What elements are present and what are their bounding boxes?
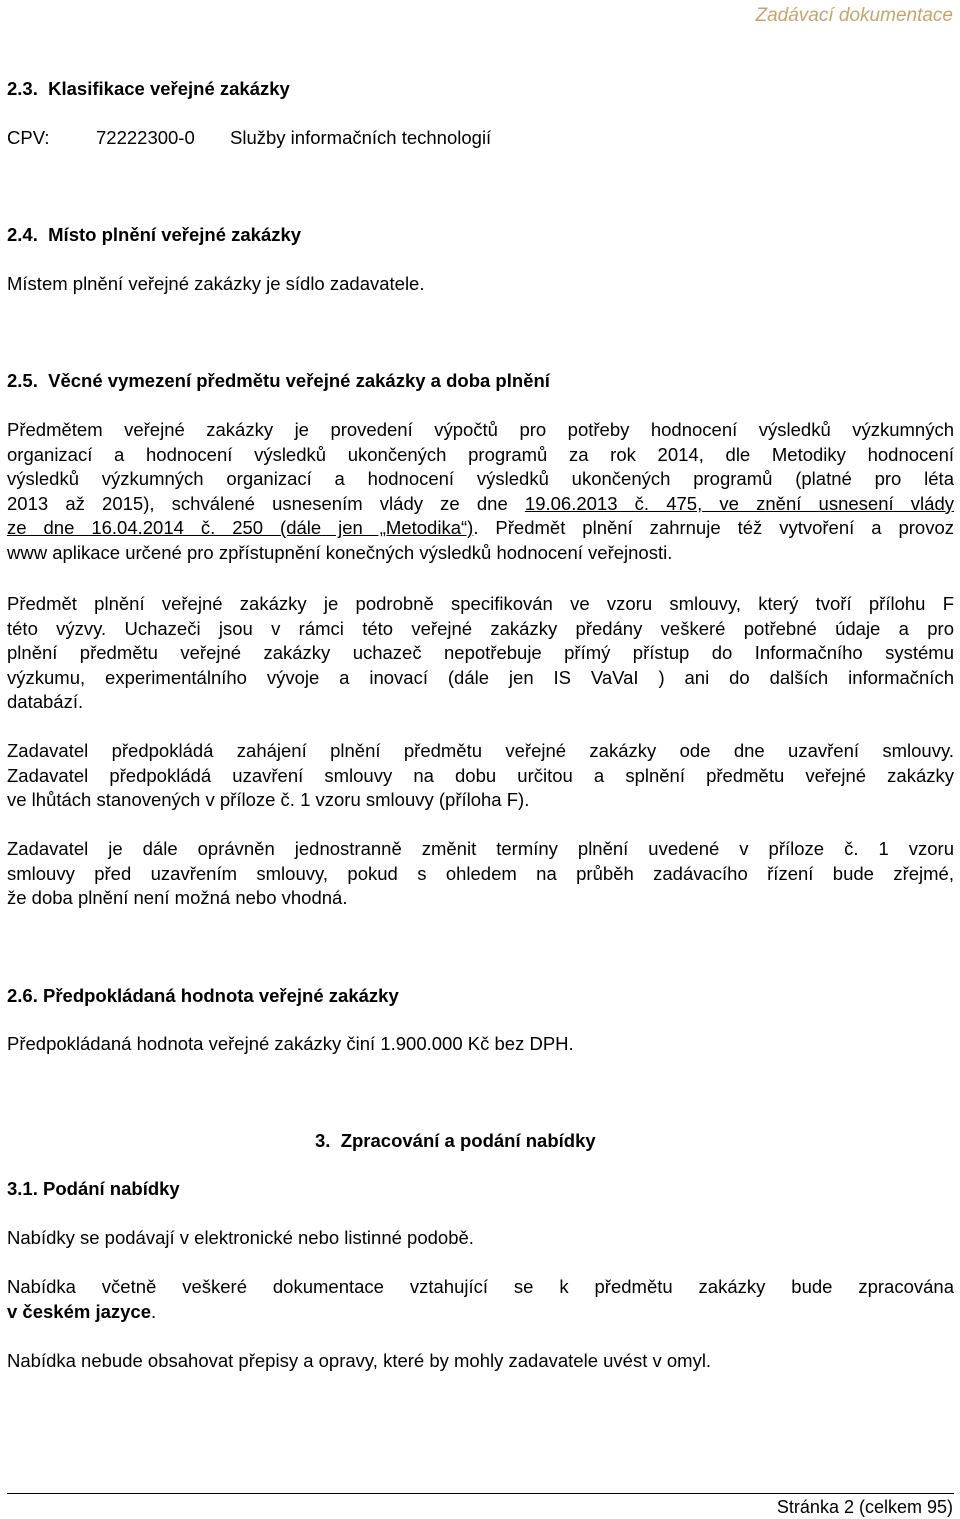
- paragraph-line: databází.: [7, 691, 84, 713]
- cpv-description: Služby informačních technologií: [230, 127, 492, 148]
- section-2-5-paragraph-2: [7, 592, 954, 715]
- paragraph-line: [7, 516, 954, 541]
- paragraph-line: Zadavatel předpokládá zahájení plnění předmětu veřejné zakázky ode dne uzavření smlouvy.: [7, 740, 954, 761]
- paragraph-line: organizací a hodnocení výsledků ukončených programů za rok 2014, dle Metodiky hodnocení: [7, 443, 954, 465]
- section-2-3-heading: 2.3. Klasifikace veřejné zakázky: [7, 78, 290, 99]
- cpv-label: CPV:: [7, 127, 50, 148]
- paragraph-line: Zadavatel je dále oprávněn jednostranně změnit termíny plnění uvedené v příloze č. 1 vzoru: [7, 838, 954, 859]
- paragraph-line: ve lhůtách stanovených v příloze č. 1 vzoru smlouvy (příloha F).: [7, 789, 530, 811]
- paragraph-line: výzkumu, experimentálního vývoje a inovací (dále jen IS VaVaI ) ani do dalších informačních: [7, 666, 954, 688]
- paragraph-line: výsledků výzkumných organizací a hodnocení výsledků ukončených programů (platné pro léta: [7, 468, 954, 490]
- paragraph-line: smlouvy před uzavřením smlouvy, pokud s ohledem na průběh zadávacího řízení bude zřejmé,: [7, 862, 954, 884]
- section-3-1-paragraph-1: Nabídky se podávají v elektronické nebo listinné podobě.: [7, 1227, 474, 1248]
- paragraph-line: této výzvy. Uchazeči jsou v rámci této veřejné zakázky předány veškeré potřebné údaje a pro: [7, 617, 954, 639]
- section-2-5-paragraph-3: [7, 739, 954, 813]
- section-2-4-heading: 2.4. Místo plnění veřejné zakázky: [7, 224, 302, 245]
- section-2-5-heading: 2.5. Věcné vymezení předmětu veřejné zakázky a doba plnění: [7, 370, 550, 391]
- paragraph-line: Nabídka včetně veškeré dokumentace vztahující se k předmětu zakázky bude zpracována: [7, 1276, 954, 1297]
- paragraph-line: [7, 1300, 954, 1325]
- section-3-1-heading: 3.1. Podání nabídky: [7, 1178, 180, 1199]
- paragraph-line: Předmět plnění veřejné zakázky je podrobně specifikován ve vzoru smlouvy, který tvoří přílohu F: [7, 593, 954, 614]
- section-3-heading: 3. Zpracování a podání nabídky: [315, 1130, 596, 1151]
- paragraph-line: www aplikace určené pro zpřístupnění konečných výsledků hodnocení veřejnosti.: [7, 541, 673, 563]
- section-3-1-paragraph-2: [7, 1275, 954, 1324]
- page-number: Stránka 2 (celkem 95): [776, 1497, 953, 1517]
- paragraph-text: 2013 až 2015), schválené usnesením vlády ze dne: [7, 492, 508, 514]
- resolution-reference-1: 19.06.2013 č. 475, ve znění usnesení vlády: [524, 492, 954, 514]
- paragraph-line: plnění předmětu veřejné zakázky uchazeč nepotřebuje přímý přístup do Informačního systému: [7, 642, 954, 664]
- language-emphasis: v českém jazyce: [7, 1300, 152, 1322]
- paragraph-line: [7, 492, 954, 517]
- paragraph-text: .: [151, 1300, 157, 1322]
- section-2-5-paragraph-1: [7, 418, 954, 566]
- footer-divider: [7, 1493, 954, 1494]
- section-2-5-paragraph-4: [7, 837, 954, 911]
- paragraph-line: že doba plnění není možná nebo vhodná.: [7, 887, 348, 909]
- section-2-4-text: Místem plnění veřejné zakázky je sídlo zadavatele.: [7, 273, 425, 294]
- cpv-code: 72222300-0: [96, 127, 195, 148]
- paragraph-line: Zadavatel předpokládá uzavření smlouvy na dobu určitou a splnění předmětu veřejné zakázky: [7, 764, 954, 786]
- section-3-1-paragraph-3: Nabídka nebude obsahovat přepisy a opravy, které by mohly zadavatele uvést v omyl.: [7, 1350, 712, 1371]
- paragraph-line: Předmětem veřejné zakázky je provedení výpočtů pro potřeby hodnocení výsledků výzkumných: [7, 419, 954, 440]
- section-2-6-text: Předpokládaná hodnota veřejné zakázky činí 1.900.000 Kč bez DPH.: [7, 1033, 574, 1054]
- document-header-title: Zadávací dokumentace: [755, 5, 953, 26]
- section-2-6-heading: 2.6. Předpokládaná hodnota veřejné zakázky: [7, 985, 399, 1006]
- paragraph-text: . Předmět plnění zahrnuje též vytvoření a provoz: [473, 517, 954, 539]
- resolution-reference-2: ze dne 16.04.2014 č. 250 (dále jen „Metodika“): [7, 517, 474, 539]
